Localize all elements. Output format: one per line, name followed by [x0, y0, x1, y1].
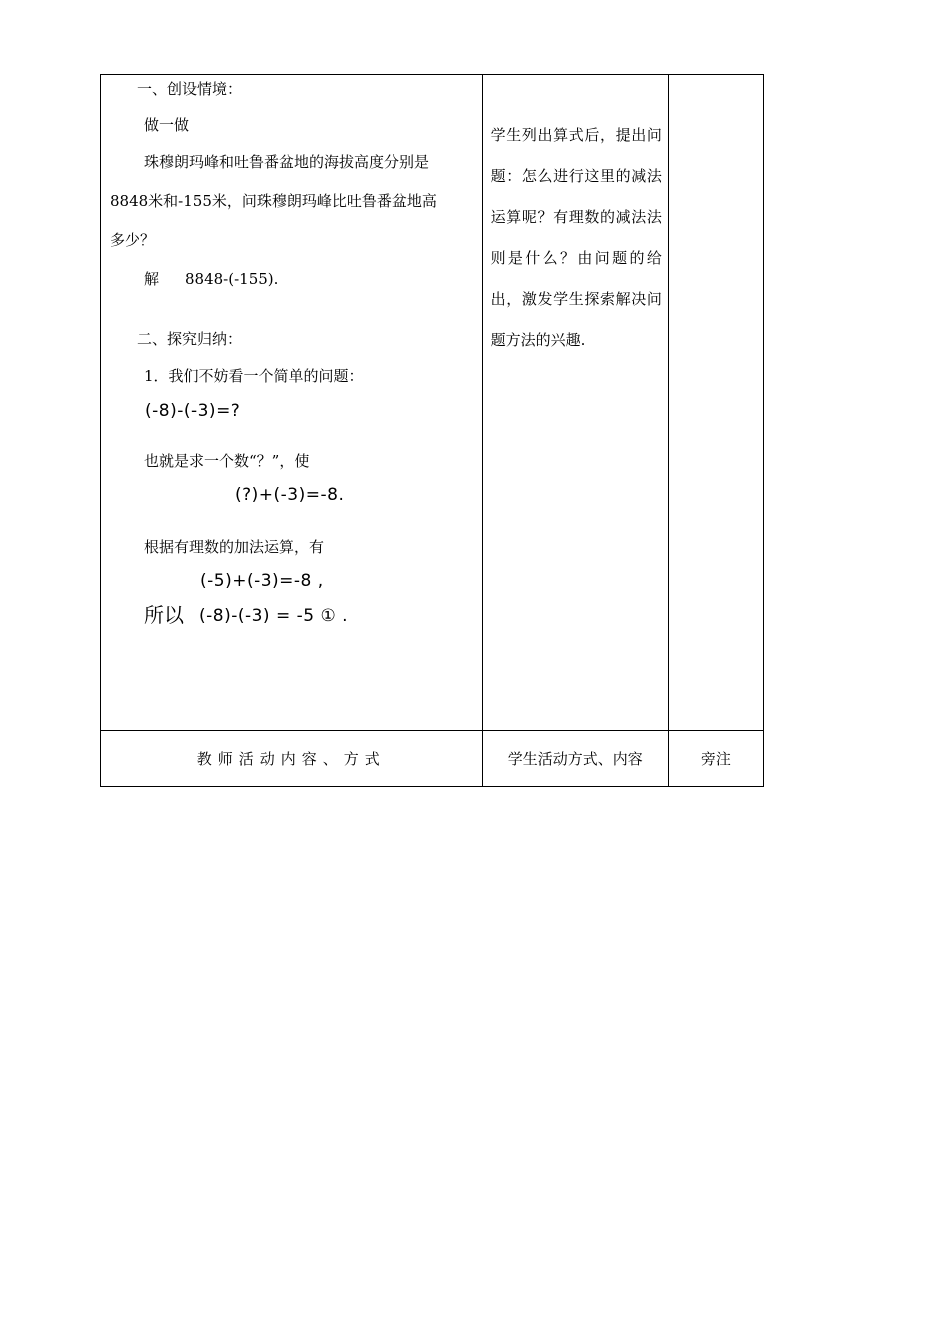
student-activity-text: 学生列出算式后，提出问题：怎么进行这里的减法运算呢？有理数的减法法则是什么？由问题的给出，激发学生探索解决问题方法的兴趣. [490, 126, 662, 349]
solution-expression: 8848-(-155). [185, 270, 279, 288]
footer-row [101, 731, 764, 787]
student-activity-cell [482, 75, 668, 731]
teacher-label-text: 教师活动内容、方式 [196, 750, 386, 768]
footer-notes-label [668, 731, 763, 787]
teacher-activity-cell [101, 75, 483, 731]
notes-label-text: 旁注 [700, 750, 731, 768]
footer-student-label [482, 731, 668, 787]
expression-1: (-8)-(-3)=? [145, 401, 241, 421]
activity-title: 做一做 [144, 116, 190, 134]
student-label-text: 学生活动方式、内容 [507, 750, 643, 768]
footer-teacher-label [101, 731, 483, 787]
that-is-line: 也就是求一个数“？”，使 [144, 452, 310, 470]
section1-heading: 一、创设情境： [137, 80, 243, 98]
expression-4: (-8)-(-3) = -5 ① . [199, 606, 349, 626]
content-row [101, 75, 764, 731]
problem-line-3: 多少？ [110, 231, 156, 249]
by-addition-line: 根据有理数的加法运算，有 [144, 538, 325, 556]
notes-cell [668, 75, 763, 731]
problem-line-2: 8848米和-155米，问珠穆朗玛峰比吐鲁番盆地高 [110, 192, 437, 210]
item-1: 1．我们不妨看一个简单的问题： [144, 367, 364, 385]
expression-2: (?)+(-3)=-8. [235, 485, 345, 505]
so-label: 所以 [144, 603, 184, 627]
expression-3: (-5)+(-3)=-8 , [200, 571, 324, 591]
section2-heading: 二、探究归纳： [137, 330, 243, 348]
solution-label: 解 [144, 270, 160, 288]
lesson-plan-table [100, 74, 764, 787]
problem-line-1: 珠穆朗玛峰和吐鲁番盆地的海拔高度分别是 [144, 153, 430, 171]
